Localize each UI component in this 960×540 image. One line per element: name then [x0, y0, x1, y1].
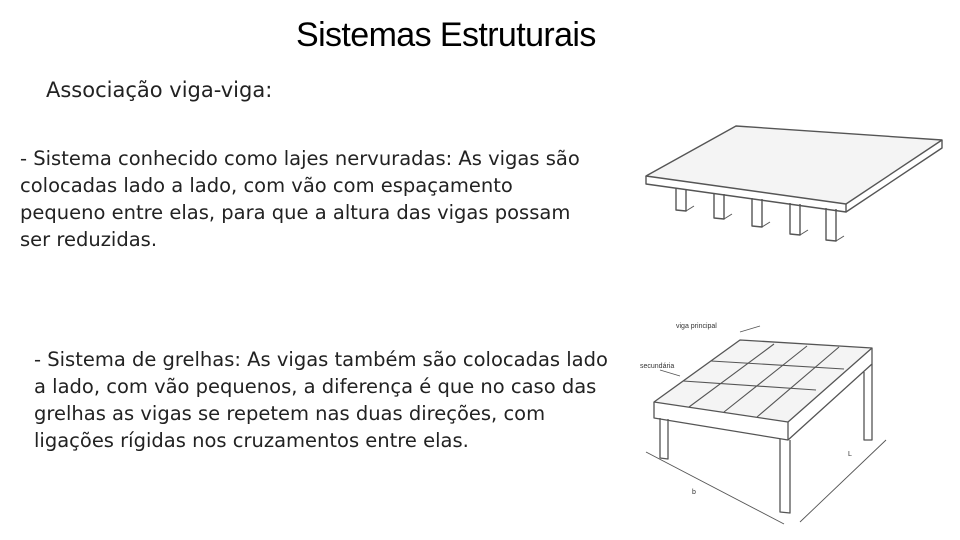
label-dim-b: b: [692, 489, 696, 496]
label-main-beam: viga principal: [676, 323, 717, 330]
beam-grid-illustration: [640, 312, 950, 534]
slide-title: Sistemas Estruturais: [296, 16, 596, 54]
label-dim-l: L: [848, 451, 852, 458]
label-secondary: secundária: [640, 363, 675, 370]
slide-subtitle: Associação viga-viga:: [46, 78, 273, 102]
paragraph-grid-system: - Sistema de grelhas: As vigas também são colocadas lado a lado, com vão pequenos, a diferença é que no caso das grelhas as vigas se repetem nas duas direções, com ligações rígidas nos cruzamentos entre elas.: [34, 348, 608, 452]
ribbed-slab-illustration: [636, 118, 946, 268]
paragraph-ribbed-slab: - Sistema conhecido como lajes nervuradas: As vigas são colocadas lado a lado, com vão com espaçamento pequeno entre elas, para que a altura das vigas possam ser reduzidas.: [20, 147, 580, 251]
